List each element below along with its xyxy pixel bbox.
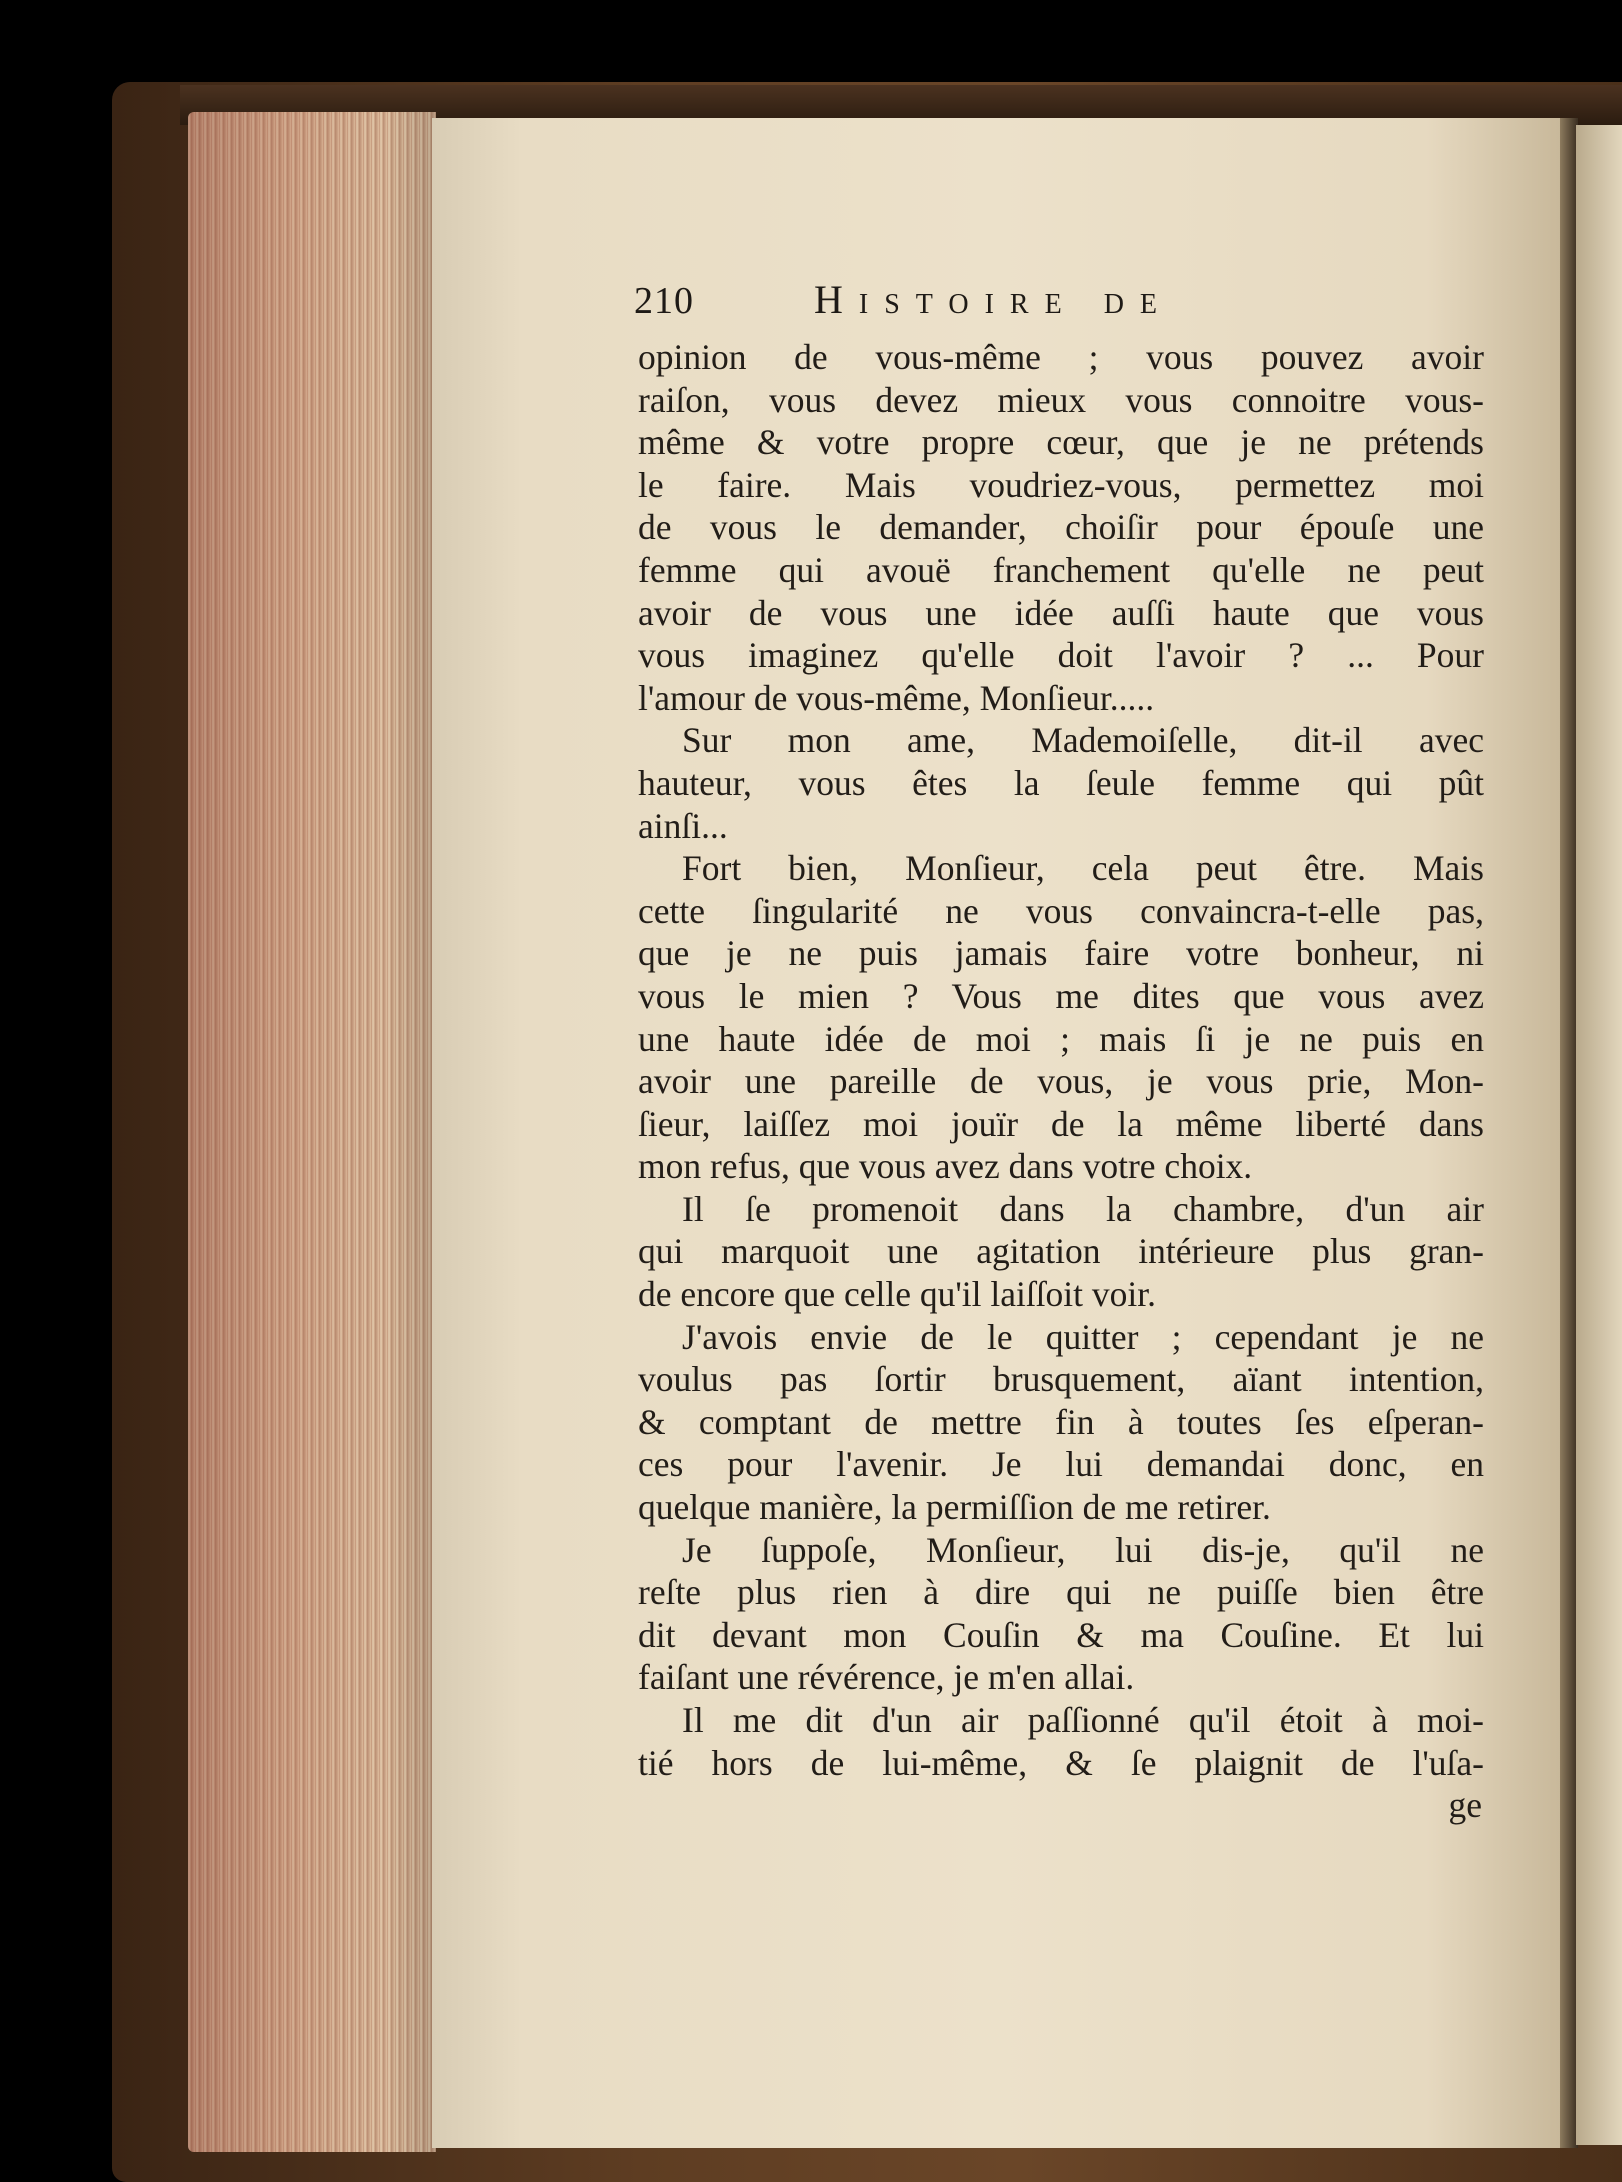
text-line: faiſant une révérence, je m'en allai. [638,1657,1135,1698]
text-line: même & votre propre cœur, que je ne prétends [638,422,1484,463]
text-line: Il me dit d'un air paſſionné qu'il étoit à moi- [682,1700,1484,1740]
text-line: raiſon, vous devez mieux vous connoitre vous- [638,379,1484,420]
text-line: reſte plus rien à dire qui ne puiſſe bien être [638,1572,1484,1613]
text-line: J'avois envie de le quitter ; cependant je ne [682,1316,1484,1357]
text-line: vous le mien ? Vous me dites que vous avez [638,975,1484,1016]
text-line: femme qui avouë franchement qu'elle ne peut [638,549,1484,590]
text-line: Sur mon ame, Mademoiſelle, dit-il avec [682,720,1484,761]
text-line: Il ſe promenoit dans la chambre, d'un air [682,1188,1484,1229]
page-header [634,276,1334,326]
text-line: le faire. Mais voudriez-vous, permettez moi [638,464,1484,505]
text-line: que je ne puis jamais faire votre bonheur, ni [638,933,1484,974]
text-line: Fort bien, Monſieur, cela peut être. Mais [682,848,1484,889]
text-line: avoir une pareille de vous, je vous prie, Mon- [638,1061,1484,1102]
text-line: cette ſingularité ne vous convaincra-t-elle pas, [638,890,1484,931]
text-line: & comptant de mettre fin à toutes ſes eſperan- [638,1401,1484,1442]
running-title: Histoire de [814,277,1174,322]
text-line: vous imaginez qu'elle doit l'avoir ? ... Pour [638,635,1484,676]
text-line: mon refus, que vous avez dans votre choix. [638,1146,1253,1187]
text-line: hauteur, vous êtes la ſeule femme qui pût [638,762,1484,803]
text-line: dit devant mon Couſin & ma Couſine. Et lui [638,1614,1484,1655]
text-line: voulus pas ſortir brusquement, aïant intention, [638,1359,1484,1400]
text-line: quelque manière, la permiſſion de me retirer. [638,1487,1271,1528]
text-line: l'amour de vous-même, Monſieur..... [638,677,1155,718]
page-edges-shade [188,112,436,2152]
text-line: avoir de vous une idée auſſi haute que vous [638,592,1484,633]
text-line: ſieur, laiſſez moi jouïr de la même liberté dans [638,1103,1484,1144]
text-line: ainſi... [638,805,728,846]
text-line: tié hors de lui-même, & ſe plaignit de l'uſa- [638,1742,1484,1783]
text-line: une haute idée de moi ; mais ſi je ne puis en [638,1018,1484,1059]
catchword: ge [1448,1785,1482,1826]
page-number: 210 [634,280,694,322]
text-line: de encore que celle qu'il laiſſoit voir. [638,1274,1157,1315]
text-line: qui marquoit une agitation intérieure plus gran- [638,1231,1484,1272]
text-line: opinion de vous-même ; vous pouvez avoir [638,337,1484,377]
text-line: de vous le demander, choiſir pour épouſe une [638,507,1484,548]
facing-page-edge [1576,125,1622,2145]
text-line: ces pour l'avenir. Je lui demandai donc, en [638,1444,1484,1485]
body-text [638,336,1484,1827]
text-line: Je ſuppoſe, Monſieur, lui dis-je, qu'il ne [682,1529,1484,1570]
